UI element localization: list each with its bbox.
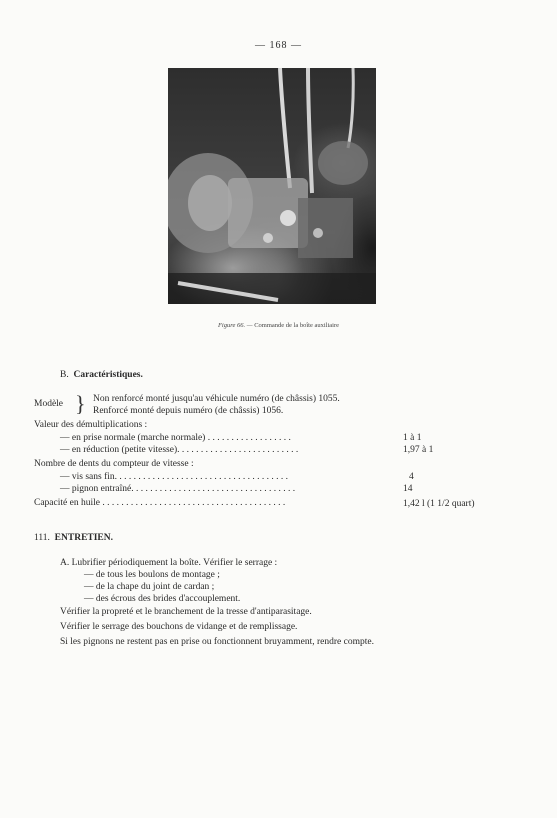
compteur-heading: Nombre de dents du compteur de vitesse : — [34, 459, 194, 469]
caption-label: Figure 66. — — [217, 322, 253, 329]
section-b-heading — [60, 369, 143, 381]
compteur-row-value: 14 — [403, 484, 413, 494]
section-111-heading — [34, 532, 113, 544]
compteur-row-label: — pignon entraîné. . . . . . . . . . . . . . . . . . . . . . . . . . . . . . . . . . . — [60, 484, 296, 494]
modele-line-2: Renforcé monté depuis numéro (de châssis) 1056. — [93, 406, 284, 416]
demultiplication-row-value: 1 à 1 — [403, 433, 422, 443]
capacite-label: Capacité en huile . . . . . . . . . . . . . . . . . . . . . . . . . . . . . . . . . . . . . . . — [34, 498, 286, 508]
figure-caption — [0, 322, 557, 329]
caption-text: Commande de la boîte auxiliaire — [254, 322, 340, 329]
section-b-title: Caractéristiques. — [73, 370, 143, 380]
demultiplications-heading: Valeur des démultiplications : — [34, 420, 148, 430]
section-111-number: 111. — [34, 533, 50, 543]
entretien-item: — de la chape du joint de cardan ; — [84, 582, 215, 592]
section-b-number: B. — [60, 370, 69, 380]
section-111-title: ENTRETIEN. — [54, 533, 114, 543]
modele-label: Modèle — [34, 399, 64, 409]
photo-illustration — [168, 68, 376, 304]
modele-line-1: Non renforcé monté jusqu'au véhicule numéro (de châssis) 1055. — [93, 394, 340, 404]
demultiplication-row-label: — en réduction (petite vitesse). . . . . . . . . . . . . . . . . . . . . . . . . . — [60, 445, 299, 455]
compteur-row-label: — vis sans fin. . . . . . . . . . . . . . . . . . . . . . . . . . . . . . . . . . . . . — [60, 472, 288, 482]
figure-photo-gearbox-control — [168, 68, 376, 304]
modele-brace: } — [75, 391, 86, 416]
entretien-tresse-line: Vérifier la propreté et le branchement de la tresse d'antiparasitage. — [60, 607, 312, 617]
entretien-a-line: A. Lubrifier périodiquement la boîte. Vérifier le serrage : — [60, 558, 278, 568]
demultiplication-row-value: 1,97 à 1 — [403, 445, 434, 455]
entretien-item: — de tous les boulons de montage ; — [84, 570, 220, 580]
compteur-row-value: 4 — [409, 472, 414, 482]
capacite-value: 1,42 l (1 1/2 quart) — [403, 499, 475, 509]
page-number: — 168 — — [255, 40, 302, 51]
entretien-item: — des écrous des brides d'accouplement. — [84, 594, 241, 604]
entretien-pignons-line: Si les pignons ne restent pas en prise ou fonctionnent bruyamment, rendre compte. — [60, 637, 374, 647]
entretien-bouchons-line: Vérifier le serrage des bouchons de vidange et de remplissage. — [60, 622, 298, 632]
demultiplication-row-label: — en prise normale (marche normale) . . . . . . . . . . . . . . . . . . — [60, 433, 291, 443]
